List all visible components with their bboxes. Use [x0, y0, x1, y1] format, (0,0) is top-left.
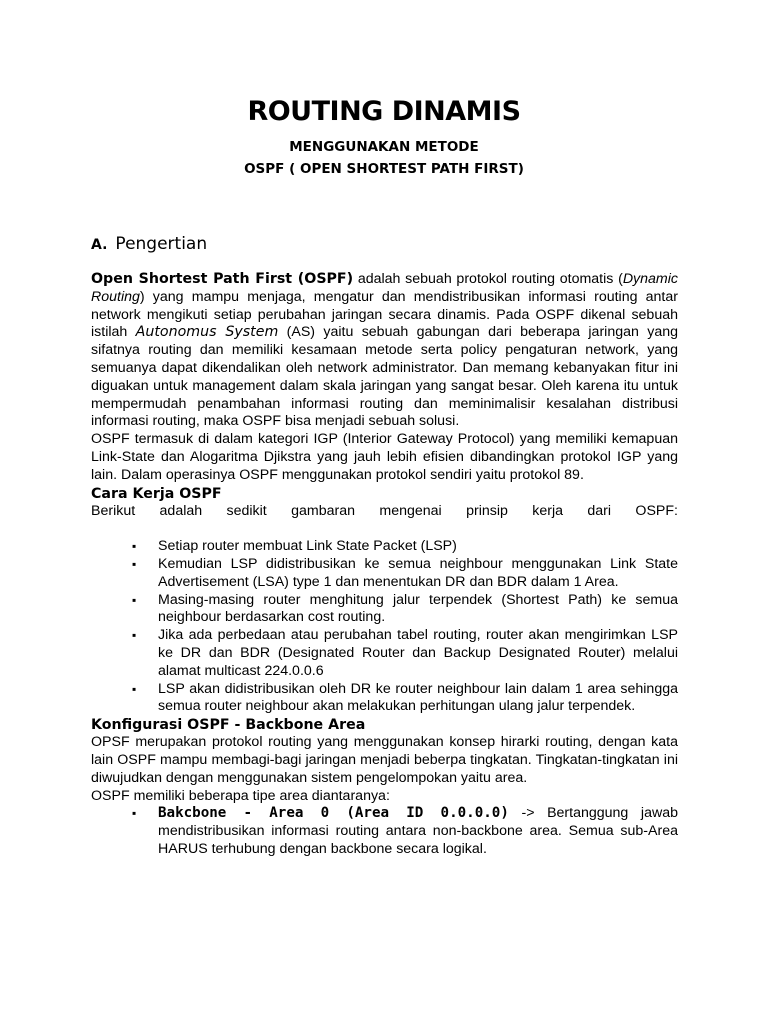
- cara-kerja-list: [91, 538, 678, 716]
- area-type-list: [91, 805, 678, 858]
- backbone-area-term: Bakcbone - Area 0 (Area ID 0.0.0.0): [158, 805, 509, 822]
- list-item: ▪ Kemudian LSP didistribusikan ke semua neighbour menggunakan Link State Advertisement (LSA) type 1 dan menentukan DR dan BDR dalam 1 Area.: [158, 556, 678, 592]
- text-run: -> Bertanggung jawab mendistribusikan informasi routing antara non-backbone area. Semua sub-Area HARUS terhubung dengan backbone secara logikal.: [158, 805, 678, 857]
- paragraph-ospf-igp: OSPF termasuk di dalam kategori IGP (Interior Gateway Protocol) yang memiliki kemapuan Link-State dan Alogaritma Djikstra yang jauh lebih efisien dibandingkan protokol IGP yang lain. Dalam operasinya OSPF menggunakan protokol sendiri yaitu protokol 89.: [91, 431, 678, 483]
- paragraph-konfigurasi: OPSF merupakan protokol routing yang menggunakan konsep hirarki routing, dengan kata lain OSPF mampu membagi-bagi jaringan menjadi beberpa tingkatan. Tingkatan-tingkatan ini diwujudkan dengan menggunakan sistem pengelompokan yaitu area.: [91, 734, 678, 786]
- list-item: ▪ Setiap router membuat Link State Packet (LSP): [158, 538, 678, 556]
- text-run: adalah sebuah protokol routing otomatis (: [353, 271, 623, 287]
- paragraph-area-types: OSPF memiliki beberapa tipe area diantaranya:: [91, 787, 390, 804]
- text-run: ) yang mampu menjaga, mengatur dan mendistribusikan informasi routing antar network mengikuti setiap perubahan jaringan secara dinamis. Pada OSPF dikenal sebuah istilah: [91, 288, 678, 341]
- document-subtitle-ospf: OSPF ( OPEN SHORTEST PATH FIRST): [244, 161, 524, 177]
- list-item: ▪ Masing-masing router menghitung jalur terpendek (Shortest Path) ke semua neighbour berdasarkan cost routing.: [158, 592, 678, 628]
- list-item: ▪ LSP akan didistribusikan oleh DR ke router neighbour lain dalam 1 area sehingga semua router neighbour akan melakukan perhitungan ulang jalur terpendek.: [158, 681, 678, 717]
- list-item-backbone-area: [158, 805, 678, 858]
- document-body: [91, 271, 678, 859]
- ospf-term: Open Shortest Path First (OSPF): [91, 271, 354, 287]
- section-heading-pengertian: [91, 234, 207, 254]
- term-dynamic-routing: Dynamic Routing: [91, 271, 678, 305]
- section-number: A.: [91, 237, 108, 253]
- paragraph-ospf-definition: [91, 271, 678, 431]
- list-item: ▪ Jika ada perbedaan atau perubahan tabel routing, router akan mengirimkan LSP ke DR dan BDR (Designated Router dan Backup Designated Router) melalui alamat multicast 224.0.0.6: [158, 627, 678, 680]
- document-subtitle-method: MENGGUNAKAN METODE: [289, 139, 479, 155]
- heading-konfigurasi: Konfigurasi OSPF - Backbone Area: [91, 717, 366, 734]
- heading-cara-kerja: Cara Kerja OSPF: [91, 485, 222, 502]
- term-autonomus-system: Autonomus System: [135, 324, 279, 341]
- text-run: (AS) yaitu sebuah gabungan dari beberapa jaringan yang sifatnya routing dan memiliki kesamaan metode serta policy pengaturan network, yang semuanya dapat dikendalikan oleh network administrator. Dan memang kebanyakan fitur ini diguakan untuk management dalam skala jaringan yang sangat besar. Oleh karena itu untuk mempermudah penambahan informasi routing dan meminimalisir kesalahan distribusi informasi routing, maka OSPF bisa menjadi sebuah solusi.: [91, 324, 679, 430]
- section-title: Pengertian: [115, 234, 208, 254]
- document-title: ROUTING DINAMIS: [247, 96, 521, 127]
- cara-kerja-intro: Berikut adalah sedikit gambaran mengenai prinsip kerja dari OSPF:: [91, 502, 678, 519]
